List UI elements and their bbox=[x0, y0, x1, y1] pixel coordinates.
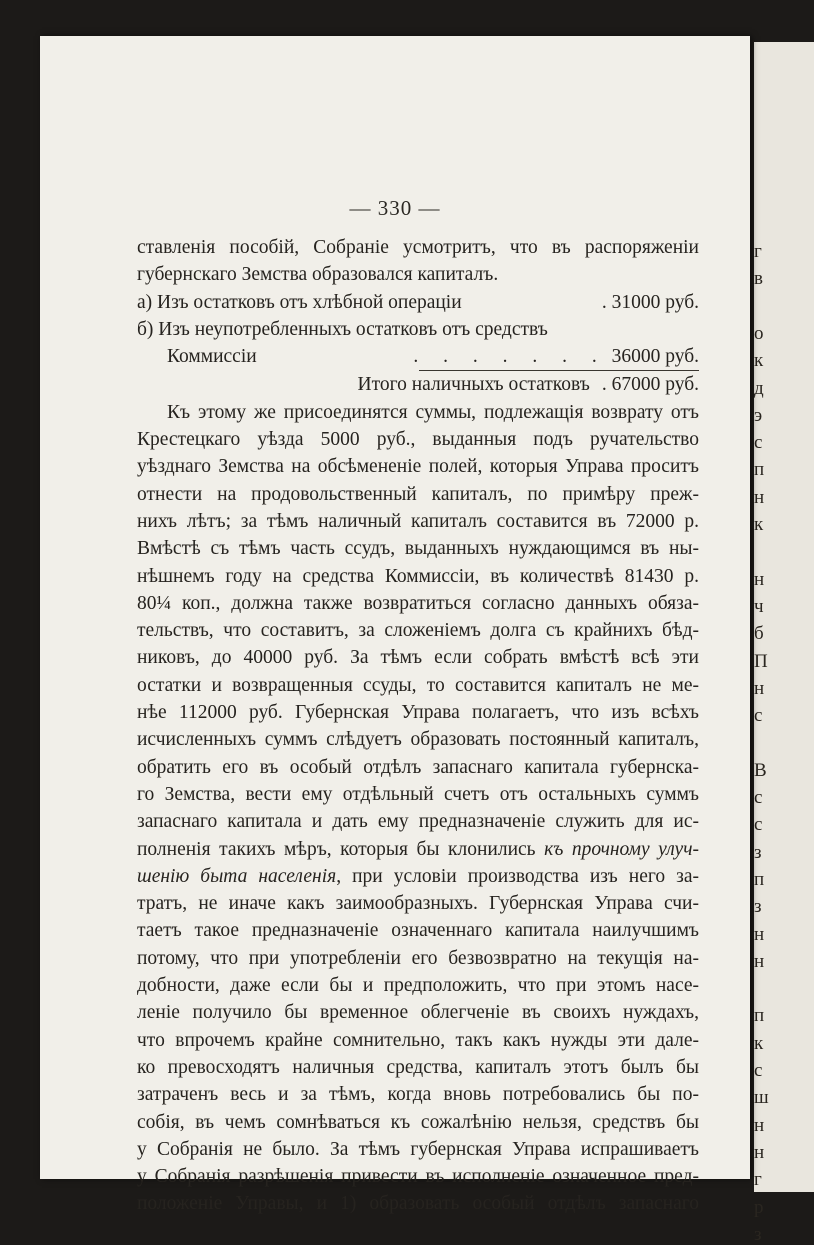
edge-letter: э bbox=[754, 404, 763, 426]
edge-letter: в bbox=[754, 268, 763, 290]
edge-letter: с bbox=[754, 705, 763, 727]
edge-letter: г bbox=[754, 1169, 762, 1191]
text-line: положеніе Управы, и 1) образовать особый отдѣлъ запаснаго bbox=[137, 1193, 699, 1215]
text-line: ставленія пособій, Собраніе усмотритъ, что въ распоряженіи bbox=[137, 237, 699, 258]
text-line: добности, даже если бы и предположить, что при этомъ насе- bbox=[137, 975, 699, 997]
list-item bbox=[137, 316, 699, 343]
total-line bbox=[137, 371, 699, 398]
text-line: отнести на продовольственный капиталъ, по примѣру преж- bbox=[137, 483, 699, 505]
list-item-dots: . bbox=[601, 291, 607, 313]
list-item-amount-group bbox=[413, 343, 699, 370]
edge-letter: г bbox=[754, 241, 762, 262]
edge-letter: с bbox=[754, 1060, 763, 1081]
text-line bbox=[137, 863, 699, 890]
total-amount: . 67000 руб. bbox=[601, 374, 699, 396]
italic-phrase: шенію быта населенія bbox=[137, 865, 337, 887]
text-span: , при условіи производства изъ него за- bbox=[336, 865, 700, 887]
list-item-dots: . . . . . . . bbox=[413, 346, 607, 368]
text-line: нихъ лѣтъ; за тѣмъ наличный капиталъ составится въ 72000 р. bbox=[137, 510, 699, 532]
text-line: Вмѣстѣ съ тѣмъ часть ссудъ, выданныхъ нуждающимся въ ны- bbox=[137, 538, 699, 560]
text-line: губернскаго Земства образовался капиталъ. bbox=[137, 264, 499, 286]
text-line: тратъ, не иначе какъ заимообразныхъ. Губернская Управа счи- bbox=[137, 893, 699, 915]
italic-phrase: къ прочному улуч- bbox=[544, 838, 700, 860]
text-line: остатки и возвращенныя ссуды, то составится капиталъ не ме- bbox=[137, 674, 699, 696]
edge-letter: н bbox=[754, 677, 765, 699]
page-body bbox=[137, 234, 699, 1218]
text-line: тельствъ, что составитъ, за сложеніемъ долга съ крайнихъ бѣд- bbox=[137, 620, 699, 642]
edge-letter: н bbox=[754, 1114, 765, 1136]
edge-letter: н bbox=[754, 486, 765, 508]
edge-letter: п bbox=[754, 459, 765, 481]
list-item bbox=[137, 289, 699, 316]
text-line: Къ этому же присоединятся суммы, подлежащія возврату отъ bbox=[167, 401, 699, 423]
edge-letter: с bbox=[754, 787, 763, 808]
edge-letter: с bbox=[754, 432, 763, 454]
text-line: 80¼ коп., должна также возвратиться согласно данныхъ обяза- bbox=[137, 592, 699, 614]
text-line: исчисленныхъ суммъ слѣдуетъ образовать постоянный капиталъ, bbox=[137, 729, 699, 751]
total-label: Итого наличныхъ остатковъ bbox=[357, 374, 590, 396]
text-line bbox=[137, 836, 699, 863]
edge-letter: В bbox=[754, 759, 767, 781]
text-line: никовъ, до 40000 руб. За тѣмъ если собрать вмѣстѣ всѣ эти bbox=[137, 647, 699, 669]
edge-letter: н bbox=[754, 923, 765, 945]
edge-letter: д bbox=[754, 377, 764, 399]
text-line: у Собранія не было. За тѣмъ губернская Управа испрашиваетъ bbox=[137, 1138, 699, 1160]
text-line: леніе получило бы временное облегченіе въ своихъ нуждахъ, bbox=[137, 1002, 699, 1024]
edge-letter: с bbox=[754, 814, 763, 836]
text-line: Крестецкаго уѣзда 5000 руб., выданныя подъ ручательство bbox=[137, 429, 699, 451]
edge-letter: н bbox=[754, 950, 765, 972]
edge-letter: ш bbox=[754, 1087, 769, 1109]
edge-letter: П bbox=[754, 650, 768, 672]
page-number: — 330 — bbox=[349, 196, 441, 220]
edge-letter: к bbox=[754, 514, 764, 535]
edge-letter: к bbox=[754, 1032, 764, 1054]
list-item bbox=[137, 343, 699, 370]
text-line: у Собранія разрѣшенія привести въ исполненіе означенное пред- bbox=[137, 1166, 699, 1188]
list-item-label: Коммиссіи bbox=[167, 346, 257, 368]
list-item-amount-group bbox=[602, 289, 699, 316]
list-item-label: б) Изъ неупотребленныхъ остатковъ отъ средствъ bbox=[137, 318, 548, 340]
edge-letter: р bbox=[754, 1196, 764, 1218]
text-line: го Земства, вести ему отдѣльный счетъ отъ остальныхъ суммъ bbox=[137, 783, 699, 805]
edge-letter: ч bbox=[754, 595, 764, 617]
text-line: собія, въ чемъ сомнѣваться къ сожалѣнію нельзя, средствъ бы bbox=[137, 1111, 699, 1133]
text-span: полненія такихъ мѣръ, которыя бы клонились bbox=[137, 838, 545, 860]
edge-letter: н bbox=[754, 1141, 765, 1163]
adjacent-page-edge bbox=[754, 42, 814, 1245]
text-line: затраченъ весь и за тѣмъ, когда вновь потребовались бы по- bbox=[137, 1084, 699, 1106]
text-line: запаснаго капитала и дать ему предназначеніе служить для ис- bbox=[137, 811, 699, 833]
main-paragraph bbox=[137, 399, 699, 1218]
text-line: уѣзднаго Земства на обсѣмененіе полей, которыя Управа проситъ bbox=[137, 456, 699, 478]
text-line: ко превосходятъ наличныя средства, капиталъ этотъ былъ бы bbox=[137, 1056, 699, 1078]
edge-letter: к bbox=[754, 350, 764, 372]
text-line: обратить его въ особый отдѣлъ запаснаго капитала губернска- bbox=[137, 756, 699, 778]
edge-letter: з bbox=[754, 841, 762, 863]
edge-letter: о bbox=[754, 322, 764, 344]
edge-letter: з bbox=[754, 1223, 762, 1245]
edge-letter: п bbox=[754, 868, 765, 890]
document-page bbox=[40, 36, 750, 1215]
text-line: потому, что при употребленіи его безвозвратно на текущія на- bbox=[137, 947, 699, 969]
text-line: что впрочемъ крайне сомнительно, такъ какъ нужды эти дале- bbox=[137, 1029, 699, 1051]
text-line: нѣшнемъ году на средства Коммиссіи, въ количествѣ 81430 р. bbox=[137, 565, 699, 587]
edge-letter: н bbox=[754, 568, 765, 590]
edge-letter: б bbox=[754, 623, 764, 645]
text-line: таетъ такое предназначеніе означеннаго капитала наилучшимъ bbox=[137, 920, 699, 942]
edge-letter: п bbox=[754, 1005, 765, 1027]
list-item-amount: 36000 руб. bbox=[611, 346, 699, 368]
edge-letter: з bbox=[754, 896, 762, 918]
list-item-amount: 31000 руб. bbox=[611, 291, 699, 313]
text-line: нѣе 112000 руб. Губернская Управа полагаетъ, что изъ всѣхъ bbox=[137, 702, 699, 724]
list-item-label: а) Изъ остатковъ отъ хлѣбной операціи bbox=[137, 291, 462, 313]
